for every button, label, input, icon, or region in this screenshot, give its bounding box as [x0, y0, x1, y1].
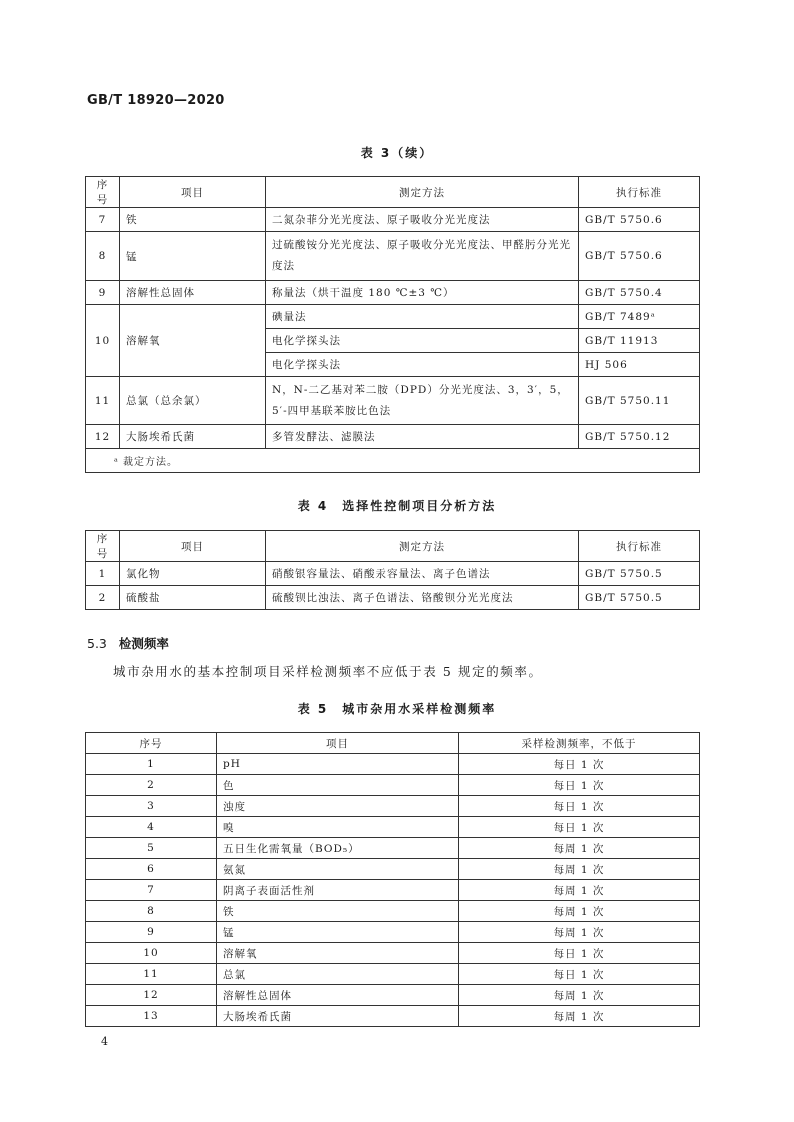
row-frequency: 每周 1 次	[459, 985, 700, 1006]
row-item: 嗅	[217, 817, 459, 838]
table-row	[86, 901, 700, 922]
table-row	[86, 796, 700, 817]
row-item: 溶解性总固体	[217, 985, 459, 1006]
row-method: 二氮杂菲分光光度法、原子吸收分光光度法	[266, 208, 579, 232]
row-item: 硫酸盐	[120, 586, 266, 610]
row-item: 锰	[120, 232, 266, 281]
table-row	[86, 562, 700, 586]
table-row	[86, 754, 700, 775]
row-standard: GB/T 7489ᵃ	[579, 305, 700, 329]
table5-header-item: 项目	[217, 733, 459, 754]
table3-header-row	[86, 177, 700, 208]
row-frequency: 每周 1 次	[459, 922, 700, 943]
row-frequency: 每周 1 次	[459, 901, 700, 922]
row-method: 过硫酸铵分光光度法、原子吸收分光光度法、甲醛肟分光光度法	[266, 232, 579, 281]
table5-caption: 表 5 城市杂用水采样检测频率	[297, 702, 497, 716]
row-item: 阴离子表面活性剂	[217, 880, 459, 901]
row-frequency: 每周 1 次	[459, 880, 700, 901]
row-no: 9	[86, 281, 120, 305]
row-item: 大肠埃希氏菌	[217, 1006, 459, 1027]
row-no: 7	[86, 208, 120, 232]
row-method: 称量法（烘干温度 180 ℃±3 ℃）	[266, 281, 579, 305]
row-frequency: 每周 1 次	[459, 1006, 700, 1027]
row-method: 碘量法	[266, 305, 579, 329]
table4-header-method: 测定方法	[266, 531, 579, 562]
table5-header-row	[86, 733, 700, 754]
table3-footnote: ᵃ 裁定方法。	[86, 449, 700, 473]
row-method: 多管发酵法、滤膜法	[266, 425, 579, 449]
row-no: 9	[86, 922, 217, 943]
body-paragraph: 城市杂用水的基本控制项目采样检测频率不应低于表 5 规定的频率。	[113, 664, 543, 679]
table5-header-no: 序号	[86, 733, 217, 754]
row-item: 铁	[217, 901, 459, 922]
page-number: 4	[101, 1035, 108, 1048]
row-item: 色	[217, 775, 459, 796]
row-method: N，N-二乙基对苯二胺（DPD）分光光度法、3，3′，5，5′-四甲基联苯胺比色法	[266, 377, 579, 425]
row-no: 11	[86, 964, 217, 985]
row-standard: GB/T 5750.5	[579, 562, 700, 586]
row-item: 五日生化需氧量（BOD₅）	[217, 838, 459, 859]
row-item: 大肠埃希氏菌	[120, 425, 266, 449]
table-row	[86, 838, 700, 859]
row-standard: GB/T 5750.12	[579, 425, 700, 449]
table3-header-item: 项目	[120, 177, 266, 208]
row-standard: GB/T 11913	[579, 329, 700, 353]
row-no: 1	[86, 562, 120, 586]
row-no: 12	[86, 985, 217, 1006]
row-frequency: 每周 1 次	[459, 838, 700, 859]
table-row	[86, 208, 700, 232]
table5	[85, 732, 700, 1027]
row-no: 6	[86, 859, 217, 880]
row-frequency: 每日 1 次	[459, 796, 700, 817]
row-item: 浊度	[217, 796, 459, 817]
row-no: 2	[86, 775, 217, 796]
row-item: 溶解氧	[120, 305, 266, 377]
row-frequency: 每日 1 次	[459, 943, 700, 964]
row-frequency: 每日 1 次	[459, 775, 700, 796]
row-frequency: 每日 1 次	[459, 754, 700, 775]
table-row	[86, 880, 700, 901]
table-row	[86, 985, 700, 1006]
row-item: 总氯	[217, 964, 459, 985]
table5-body	[86, 754, 700, 1027]
row-no: 12	[86, 425, 120, 449]
table-row	[86, 943, 700, 964]
row-standard: GB/T 5750.6	[579, 232, 700, 281]
table4-header-item: 项目	[120, 531, 266, 562]
table3-header-method: 测定方法	[266, 177, 579, 208]
table-row	[86, 964, 700, 985]
table-row	[86, 232, 700, 281]
table-row	[86, 425, 700, 449]
row-item: 总氯（总余氯）	[120, 377, 266, 425]
row-no: 4	[86, 817, 217, 838]
table5-header-frequency: 采样检测频率，不低于	[459, 733, 700, 754]
row-standard: GB/T 5750.4	[579, 281, 700, 305]
table3-header-standard: 执行标准	[579, 177, 700, 208]
table-row	[86, 586, 700, 610]
row-item: 溶解氧	[217, 943, 459, 964]
table4-header-row	[86, 531, 700, 562]
row-no: 8	[86, 901, 217, 922]
row-standard: GB/T 5750.5	[579, 586, 700, 610]
section-heading	[87, 634, 169, 652]
section-title: 检测频率	[118, 636, 169, 651]
row-method: 电化学探头法	[266, 353, 579, 377]
row-item: 铁	[120, 208, 266, 232]
row-no: 11	[86, 377, 120, 425]
row-no: 2	[86, 586, 120, 610]
row-item: 锰	[217, 922, 459, 943]
row-standard: GB/T 5750.6	[579, 208, 700, 232]
table-row	[86, 1006, 700, 1027]
row-frequency: 每周 1 次	[459, 859, 700, 880]
row-method: 硝酸银容量法、硝酸汞容量法、离子色谱法	[266, 562, 579, 586]
row-frequency: 每日 1 次	[459, 964, 700, 985]
row-no: 13	[86, 1006, 217, 1027]
table3-caption: 表 3（续）	[360, 146, 434, 160]
table-row	[86, 281, 700, 305]
section-number: 5.3	[87, 636, 107, 651]
row-no: 10	[86, 305, 120, 377]
row-no: 8	[86, 232, 120, 281]
table3-header-no: 序号	[86, 177, 120, 208]
table4-header-standard: 执行标准	[579, 531, 700, 562]
row-item: 溶解性总固体	[120, 281, 266, 305]
row-no: 5	[86, 838, 217, 859]
table-row	[86, 817, 700, 838]
row-no: 10	[86, 943, 217, 964]
table-row	[86, 775, 700, 796]
row-method: 电化学探头法	[266, 329, 579, 353]
table4-caption: 表 4 选择性控制项目分析方法	[297, 499, 497, 513]
row-no: 3	[86, 796, 217, 817]
row-item: 氨氮	[217, 859, 459, 880]
row-item: pH	[217, 754, 459, 775]
row-method: 硫酸钡比浊法、离子色谱法、铬酸钡分光光度法	[266, 586, 579, 610]
standard-code: GB/T 18920—2020	[87, 93, 225, 108]
row-standard: HJ 506	[579, 353, 700, 377]
table3	[85, 176, 700, 473]
row-no: 7	[86, 880, 217, 901]
table-row	[86, 377, 700, 425]
row-standard: GB/T 5750.11	[579, 377, 700, 425]
table-row	[86, 305, 700, 329]
row-no: 1	[86, 754, 217, 775]
table-row	[86, 859, 700, 880]
table4	[85, 530, 700, 610]
table4-header-no: 序号	[86, 531, 120, 562]
table3-footnote-row	[86, 449, 700, 473]
row-frequency: 每日 1 次	[459, 817, 700, 838]
row-item: 氯化物	[120, 562, 266, 586]
table-row	[86, 922, 700, 943]
